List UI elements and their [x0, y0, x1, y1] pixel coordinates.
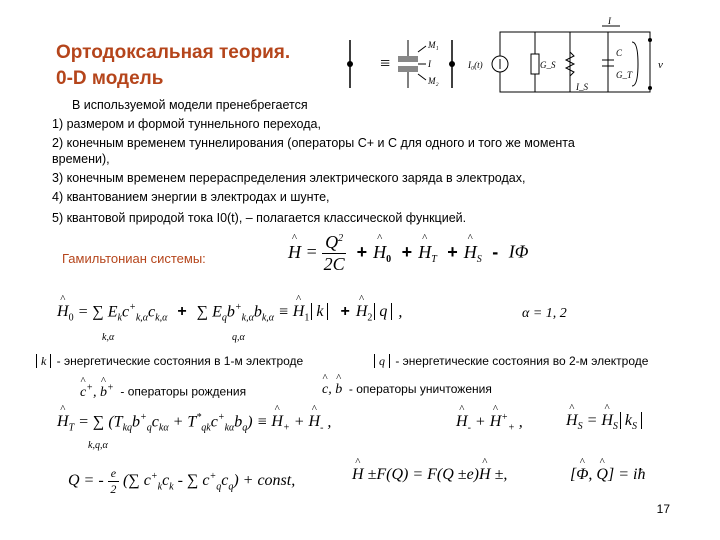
sum-index-kqa: k,q,α — [88, 440, 108, 451]
label-i-top: I — [608, 16, 611, 26]
hamiltonian-label: Гамильтониан системы: — [62, 251, 206, 266]
junction-symbol — [347, 40, 455, 88]
h-minus-plus: ^ $H_-$ + ^ $H^+_+$ , — [456, 412, 523, 434]
list-item: 5) квантовой природой тока I0(t), – полагается классической функцией. — [52, 211, 467, 225]
sum-index-k: k,α — [102, 332, 115, 343]
intro-text: В используемой модели пренебрегается — [72, 98, 308, 112]
hamiltonian-equation: ^ H = $\frac{Q^2}{2C}$ +^ $H_0$ +^ $H_T$ +^ $H_S$ - IΦ — [288, 232, 528, 275]
ket-q-description: - энергетические состояния во 2-м электроде — [395, 354, 649, 368]
list-item: 4) квантованием энергии в электродах и шунте, — [52, 190, 330, 204]
page-number: 17 — [656, 502, 670, 516]
equivalent-circuit — [467, 16, 663, 92]
ket-k-description: - энергетические состояния в 1-м электроде — [56, 354, 304, 368]
label-m1: M₁ — [428, 40, 439, 50]
ket-k-row: k - энергетические состояния в 1-м электроде — [34, 354, 303, 369]
title-line-1: Ортодоксальная теория. — [56, 42, 291, 63]
alpha-range: α = 1, 2 — [522, 306, 567, 321]
list-item: времени), — [52, 152, 110, 166]
annihilation-row: ^ c, ^ b - операторы уничтожения — [322, 382, 492, 398]
creation-description: - операторы рождения — [120, 384, 247, 399]
label-i0t: I₀(t) — [468, 60, 483, 70]
hs-equation: ^ $H_S$ = ^ $H_S$ $k_S$ — [566, 412, 644, 432]
label-c: C — [616, 48, 623, 58]
commutator-equation: [^ Φ, ^ Q] = iħ — [570, 466, 645, 484]
assumptions-list — [52, 116, 692, 226]
shift-operator-equation: ^ H ±F(Q) = F(Q ±e)^ H ±, — [352, 466, 507, 484]
sum-index-q: q,α — [232, 332, 245, 343]
list-item: 2) конечным временем туннелирования (операторы С+ и С для одного и того же момента — [52, 136, 575, 150]
list-item: 1) размером и формой туннельного перехода, — [52, 117, 321, 131]
circuit-diagram — [340, 12, 690, 112]
label-gs: G_S — [540, 60, 556, 70]
charge-equation: Q = - $\frac{e}{2}$ (∑ $c^+_kc_k$ - ∑ $c^+_qc_q$) + const, — [68, 466, 296, 496]
title-line-2: 0-D модель — [56, 68, 164, 89]
label-m2: M₂ — [428, 76, 439, 86]
ht-equation: ^ $H_T$ = ∑ $(T_{kq}b^+_qc_{k\alpha} + T^*_{qk}c^+_{k\alpha}b_q)$ ≡ ^ $H_+$ + ^ $H_-$ , — [57, 412, 331, 434]
equiv-sign: ≡ — [380, 53, 391, 73]
h0-equation: ^ $H_0$ = ∑ $E_kc^+_{k,\alpha}c_{k,\alpha}$ + ∑ $E_qb^+_{k,\alpha}b_{k,\alpha}$ ≡ ^ $H_1$ k +^ $H_2$ q , — [57, 302, 402, 324]
list-item: 3) конечным временем перераспределения электрического заряда в электродах, — [52, 171, 526, 185]
ket-q-row: q - энергетические состояния во 2-м электроде — [372, 354, 648, 369]
label-i: I — [428, 59, 431, 69]
creation-row: ^ c+, ^ b+ - операторы рождения — [80, 382, 246, 401]
label-gt: G_T — [616, 70, 633, 80]
slide-title — [56, 40, 290, 92]
annihilation-description: - операторы уничтожения — [348, 382, 492, 396]
label-is: I_S — [576, 82, 588, 92]
label-v: v — [658, 59, 663, 71]
